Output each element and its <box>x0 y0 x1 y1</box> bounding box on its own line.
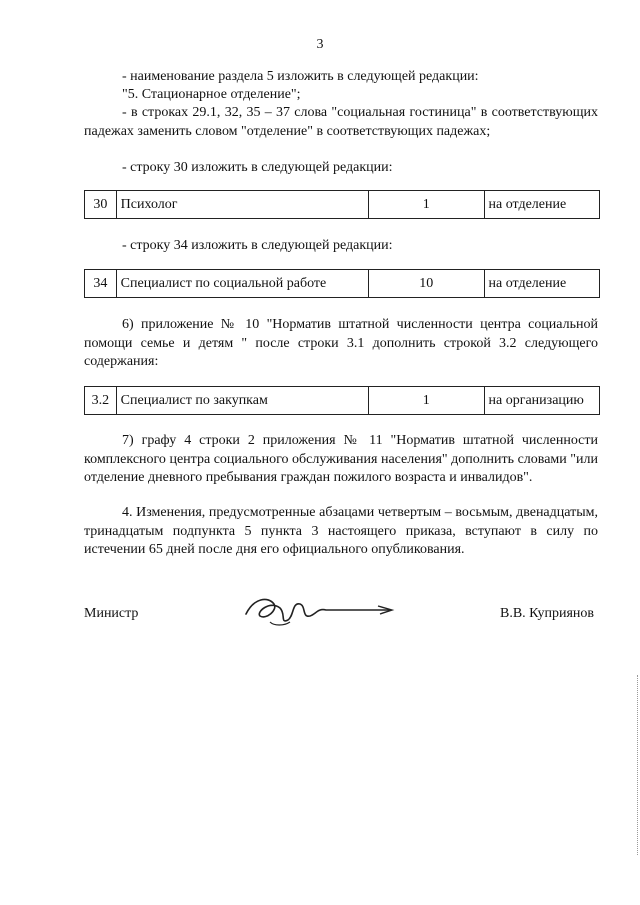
table-row-34 <box>84 269 600 298</box>
line-row-34-intro: - строку 34 изложить в следующей редакции: <box>122 238 393 253</box>
line-row-30-intro: - строку 30 изложить в следующей редакции: <box>122 160 393 175</box>
paragraph-appendix-11: 7) графу 4 строки 2 приложения № 11 "Норматив штатной численности комплексного центра социального обслуживания населения" дополнить словами "или отделение дневного пребывания граждан пожилого возраста и инвалидов". <box>84 433 598 485</box>
paragraph-effective-date: 4. Изменения, предусмотренные абзацами четвертым – восьмым, двенадцатым, тринадцатым подпункта 5 пункта 3 настоящего приказа, вступают в силу по истечении 65 дней после дня его официального опубликования. <box>84 505 598 557</box>
row-34-position: Специалист по социальной работе <box>116 270 368 298</box>
row-34-number: 34 <box>85 270 117 298</box>
line-section-5-name: - наименование раздела 5 изложить в следующей редакции: <box>122 69 479 84</box>
row-34-quantity: 10 <box>369 270 484 298</box>
row-3-2-number: 3.2 <box>85 387 117 415</box>
row-30-number: 30 <box>85 191 117 219</box>
handwritten-signature <box>240 590 400 630</box>
row-3-2-unit: на организацию <box>484 387 599 415</box>
row-30-quantity: 1 <box>369 191 484 219</box>
table-row-30 <box>84 190 600 219</box>
paragraph-rows-replacement: - в строках 29.1, 32, 35 – 37 слова "социальная гостиница" в соответствующих падежах заменить словом "отделение" в соответствующих падежах; <box>84 105 598 139</box>
row-3-2-quantity: 1 <box>369 387 484 415</box>
signatory-name: В.В. Куприянов <box>500 606 594 621</box>
row-34-unit: на отделение <box>484 270 599 298</box>
paragraph-appendix-10: 6) приложение № 10 "Норматив штатной численности центра социальной помощи семье и детям " после строки 3.1 дополнить строкой 3.2 следующего содержания: <box>84 317 598 369</box>
page-number: 3 <box>316 37 324 52</box>
scan-edge-mark <box>636 675 638 855</box>
row-30-unit: на отделение <box>484 191 599 219</box>
row-30-position: Психолог <box>116 191 368 219</box>
signatory-title: Министр <box>84 606 139 621</box>
line-section-5-title: "5. Стационарное отделение"; <box>122 87 301 102</box>
table-row-3-2 <box>84 386 600 415</box>
row-3-2-position: Специалист по закупкам <box>116 387 368 415</box>
